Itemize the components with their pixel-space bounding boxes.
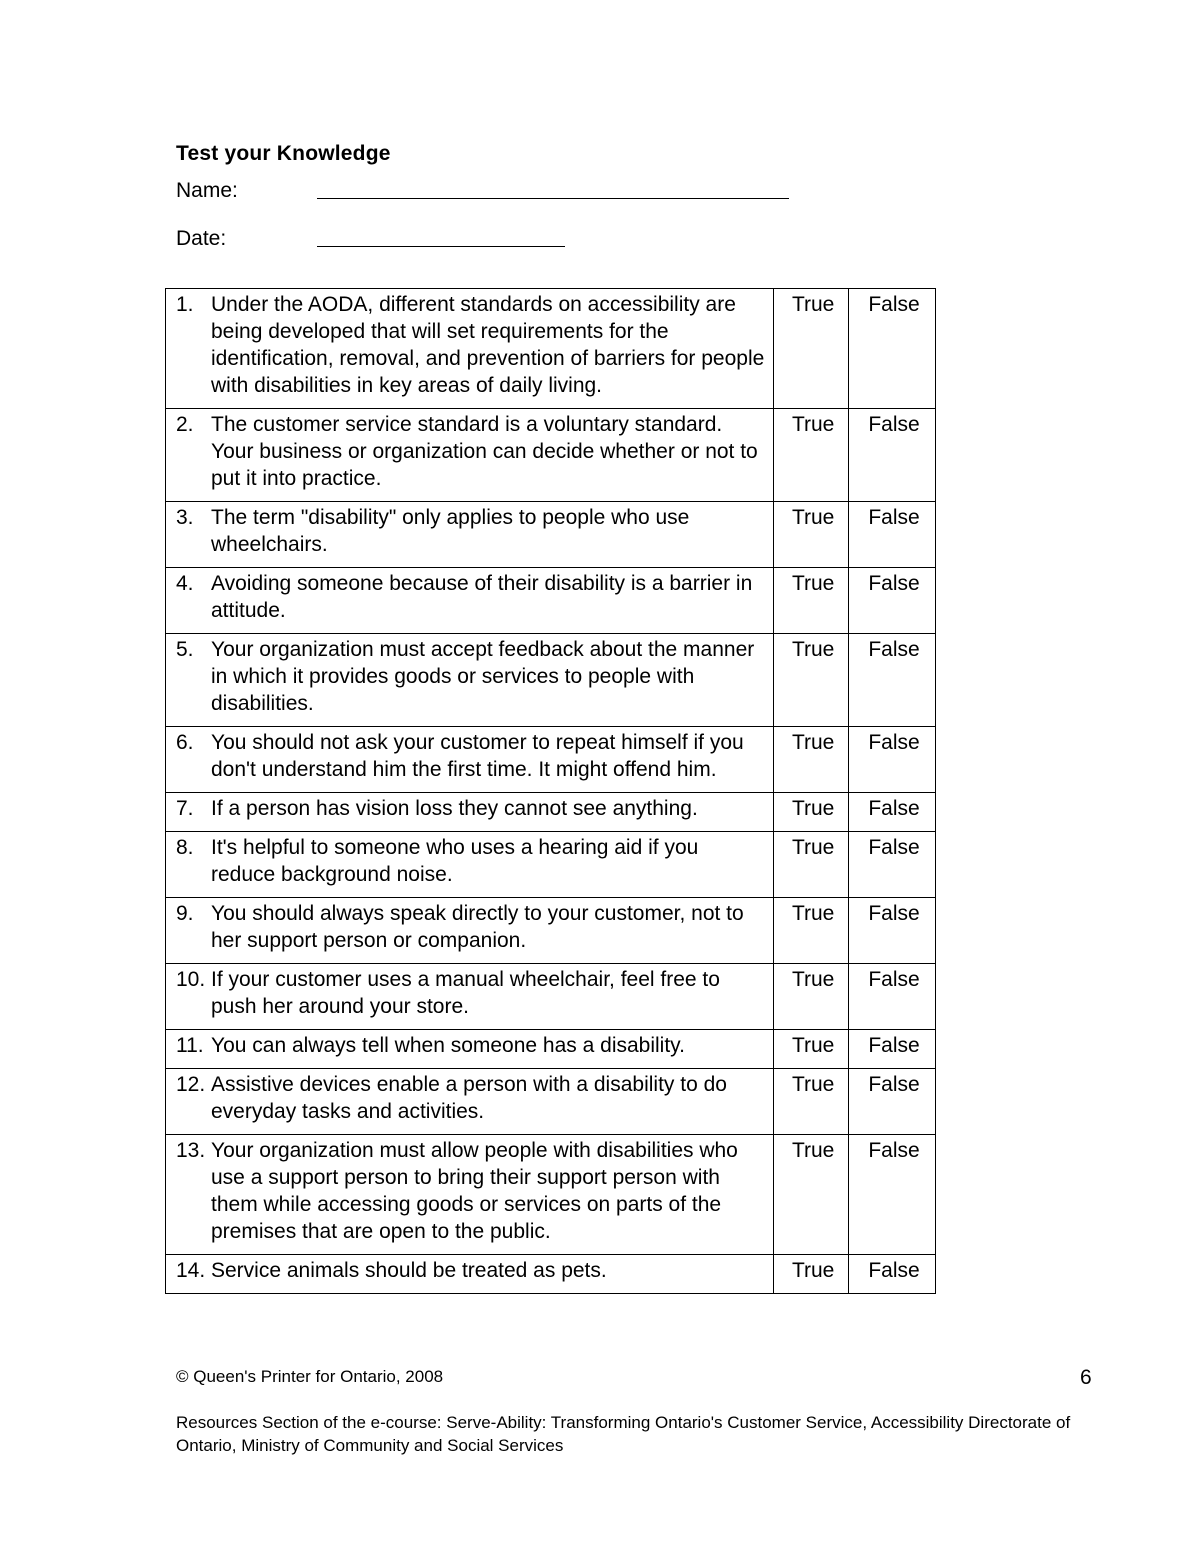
question-number: 14. (176, 1259, 206, 1282)
question-row (166, 409, 936, 502)
question-number: 7. (176, 797, 194, 820)
question-wrap (176, 636, 767, 717)
date-blank-line[interactable] (317, 226, 565, 247)
question-row (166, 727, 936, 793)
resources-citation: Resources Section of the e-course: Serve-Ability: Transforming Ontario's Customer Service, Accessibility Directorate of Ontario, Ministry of Community and Social Services (176, 1413, 1071, 1455)
false-option[interactable]: False (849, 568, 936, 634)
false-option[interactable]: False (849, 1030, 936, 1069)
question-number: 12. (176, 1073, 206, 1096)
false-option[interactable]: False (849, 1069, 936, 1135)
question-text: Your organization must allow people with disabilities who use a support person to bring their support person with them while accessing goods or services on parts of the premises that are open to the public. (211, 1139, 738, 1243)
question-cell (166, 727, 774, 793)
copyright-notice: © Queen's Printer for Ontario, 2008 (176, 1367, 444, 1386)
true-option[interactable]: True (774, 898, 849, 964)
question-wrap (176, 411, 767, 492)
quiz-table (165, 288, 936, 1294)
true-option[interactable]: True (774, 409, 849, 502)
question-number: 9. (176, 902, 194, 925)
question-wrap (176, 966, 767, 1020)
question-cell (166, 1255, 774, 1294)
true-option[interactable]: True (774, 1030, 849, 1069)
question-row (166, 1030, 936, 1069)
question-text: You should always speak directly to your customer, not to her support person or companion. (211, 902, 744, 952)
true-option[interactable]: True (774, 634, 849, 727)
true-option[interactable]: True (774, 1135, 849, 1255)
question-cell (166, 964, 774, 1030)
question-cell (166, 898, 774, 964)
question-number: 5. (176, 638, 194, 661)
question-cell (166, 289, 774, 409)
true-option[interactable]: True (774, 964, 849, 1030)
question-cell (166, 502, 774, 568)
question-row (166, 793, 936, 832)
false-option[interactable]: False (849, 832, 936, 898)
question-wrap (176, 795, 767, 822)
question-row (166, 1069, 936, 1135)
question-wrap (176, 504, 767, 558)
false-option[interactable]: False (849, 964, 936, 1030)
question-row (166, 502, 936, 568)
true-option[interactable]: True (774, 1255, 849, 1294)
question-text: You can always tell when someone has a disability. (211, 1034, 685, 1057)
question-row (166, 964, 936, 1030)
question-cell (166, 409, 774, 502)
page-number: 6 (1080, 1366, 1092, 1389)
false-option[interactable]: False (849, 502, 936, 568)
question-row (166, 898, 936, 964)
question-wrap (176, 1032, 767, 1059)
question-text: If your customer uses a manual wheelchair, feel free to push her around your store. (211, 968, 720, 1018)
true-option[interactable]: True (774, 793, 849, 832)
question-number: 3. (176, 506, 194, 529)
question-number: 4. (176, 572, 194, 595)
false-option[interactable]: False (849, 634, 936, 727)
question-wrap (176, 900, 767, 954)
question-row (166, 289, 936, 409)
question-number: 8. (176, 836, 194, 859)
question-cell (166, 1069, 774, 1135)
false-option[interactable]: False (849, 898, 936, 964)
question-number: 13. (176, 1139, 206, 1162)
question-number: 1. (176, 293, 194, 316)
true-option[interactable]: True (774, 502, 849, 568)
question-number: 2. (176, 413, 194, 436)
name-blank-line[interactable] (317, 178, 789, 199)
question-text: You should not ask your customer to repeat himself if you don't understand him the first time. It might offend him. (211, 731, 744, 781)
question-row (166, 568, 936, 634)
question-cell (166, 634, 774, 727)
question-wrap (176, 570, 767, 624)
false-option[interactable]: False (849, 1255, 936, 1294)
true-option[interactable]: True (774, 568, 849, 634)
date-field-row (176, 226, 565, 251)
question-text: Assistive devices enable a person with a disability to do everyday tasks and activities. (211, 1073, 727, 1123)
question-number: 6. (176, 731, 194, 754)
question-text: The term "disability" only applies to people who use wheelchairs. (211, 506, 690, 556)
question-text: Service animals should be treated as pets. (211, 1259, 607, 1282)
question-cell (166, 793, 774, 832)
true-option[interactable]: True (774, 289, 849, 409)
question-wrap (176, 1071, 767, 1125)
true-option[interactable]: True (774, 727, 849, 793)
question-wrap (176, 291, 767, 399)
question-row (166, 1135, 936, 1255)
question-wrap (176, 1137, 767, 1245)
question-wrap (176, 729, 767, 783)
name-label: Name: (176, 179, 238, 202)
false-option[interactable]: False (849, 1135, 936, 1255)
false-option[interactable]: False (849, 409, 936, 502)
question-text: The customer service standard is a voluntary standard. Your business or organization can decide whether or not to put it into practice. (211, 413, 758, 490)
question-row (166, 1255, 936, 1294)
true-option[interactable]: True (774, 832, 849, 898)
false-option[interactable]: False (849, 289, 936, 409)
question-text: It's helpful to someone who uses a hearing aid if you reduce background noise. (211, 836, 699, 886)
question-number: 10. (176, 968, 206, 991)
question-text: Avoiding someone because of their disability is a barrier in attitude. (211, 572, 753, 622)
question-cell (166, 1135, 774, 1255)
question-text: Under the AODA, different standards on accessibility are being developed that will set requirements for the identification, removal, and prevention of barriers for people with disabilities in key areas of daily living. (211, 293, 765, 397)
question-row (166, 832, 936, 898)
page-title: Test your Knowledge (176, 142, 391, 165)
question-text: If a person has vision loss they cannot see anything. (211, 797, 698, 820)
question-wrap (176, 834, 767, 888)
question-wrap (176, 1257, 767, 1284)
question-number: 11. (176, 1034, 204, 1057)
question-text: Your organization must accept feedback about the manner in which it provides goods or services to people with disabilities. (211, 638, 755, 715)
false-option[interactable]: False (849, 727, 936, 793)
question-cell (166, 832, 774, 898)
question-cell (166, 1030, 774, 1069)
question-row (166, 634, 936, 727)
question-cell (166, 568, 774, 634)
quiz-table-body (166, 289, 936, 1294)
date-label: Date: (176, 227, 227, 250)
name-field-row (176, 178, 789, 203)
true-option[interactable]: True (774, 1069, 849, 1135)
false-option[interactable]: False (849, 793, 936, 832)
